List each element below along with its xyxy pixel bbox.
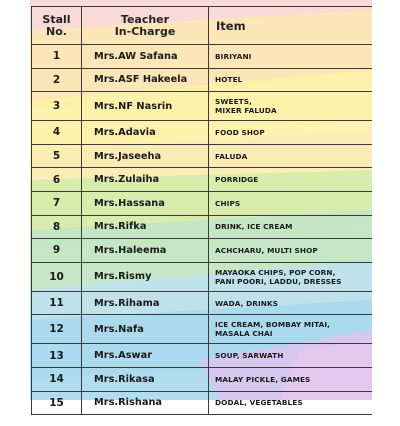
header-teacher-line: In-Charge (114, 24, 176, 38)
item-line: FOOD SHOP (215, 127, 265, 137)
stall-table-container (31, 6, 372, 426)
table-row (32, 92, 373, 121)
table-header-row (32, 7, 373, 45)
teacher-cell: Mrs.Haleema (82, 239, 209, 263)
item-cell (209, 239, 373, 263)
stall-number-cell: 12 (32, 315, 82, 344)
teacher-cell: Mrs.ASF Hakeela (82, 68, 209, 92)
item-cell (209, 45, 373, 69)
teacher-cell: Mrs.Rismy (82, 262, 209, 291)
table-row (32, 191, 373, 215)
teacher-cell: Mrs.Jaseeha (82, 144, 209, 168)
teacher-cell: Mrs.Rifka (82, 215, 209, 239)
item-cell (209, 68, 373, 92)
stall-number-cell: 6 (32, 168, 82, 192)
teacher-cell: Mrs.Aswar (82, 344, 209, 368)
item-cell (209, 92, 373, 121)
header-stall-no (32, 7, 82, 45)
table-row (32, 291, 373, 315)
stall-number-cell: 1 (32, 45, 82, 69)
item-line: ICE CREAM, BOMBAY MITAI, (215, 320, 331, 330)
table-row (32, 215, 373, 239)
header-stall-line: No. (46, 24, 67, 38)
item-line: DODAL, VEGETABLES (215, 398, 303, 408)
table-row (32, 68, 373, 92)
stall-number-cell: 4 (32, 121, 82, 145)
header-stall-line: Stall (42, 12, 71, 26)
item-cell (209, 315, 373, 344)
stall-number-cell: 7 (32, 191, 82, 215)
item-line: SOUP, SARWATH (215, 351, 284, 361)
item-line: MASALA CHAI (215, 329, 273, 339)
item-line: DRINK, ICE CREAM (215, 222, 293, 232)
item-cell (209, 391, 373, 415)
item-line: HOTEL (215, 75, 243, 85)
stall-number-cell: 2 (32, 68, 82, 92)
stall-number-cell: 5 (32, 144, 82, 168)
stall-number-cell: 13 (32, 344, 82, 368)
teacher-cell: Mrs.Rikasa (82, 367, 209, 391)
item-line: ACHCHARU, MULTI SHOP (215, 245, 318, 255)
item-cell (209, 121, 373, 145)
item-cell (209, 191, 373, 215)
table-row (32, 262, 373, 291)
table-row (32, 367, 373, 391)
item-line: MIXER FALUDA (215, 106, 277, 116)
stall-number-cell: 8 (32, 215, 82, 239)
teacher-cell: Mrs.NF Nasrin (82, 92, 209, 121)
table-row (32, 144, 373, 168)
item-line: PORRIDGE (215, 175, 259, 185)
item-line: CHIPS (215, 198, 241, 208)
item-line: SWEETS, (215, 97, 252, 107)
table-row (32, 121, 373, 145)
teacher-cell: Mrs.Nafa (82, 315, 209, 344)
table-row (32, 45, 373, 69)
teacher-cell: Mrs.Zulaiha (82, 168, 209, 192)
item-line: FALUDA (215, 151, 248, 161)
stall-number-cell: 3 (32, 92, 82, 121)
teacher-cell: Mrs.Adavia (82, 121, 209, 145)
item-line: MAYAOKA CHIPS, POP CORN, (215, 267, 336, 277)
header-teacher-line: Teacher (120, 12, 170, 26)
header-teacher (82, 7, 209, 45)
item-cell (209, 344, 373, 368)
stall-number-cell: 14 (32, 367, 82, 391)
teacher-cell: Mrs.AW Safana (82, 45, 209, 69)
teacher-cell: Mrs.Hassana (82, 191, 209, 215)
item-line: PANI POORI, LADDU, DRESSES (215, 276, 342, 286)
item-line: BIRIYANI (215, 51, 252, 61)
item-cell (209, 262, 373, 291)
item-cell (209, 168, 373, 192)
item-cell (209, 215, 373, 239)
table-row (32, 315, 373, 344)
item-cell (209, 144, 373, 168)
item-line: WADA, DRINKS (215, 298, 279, 308)
item-cell (209, 367, 373, 391)
header-item: Item (209, 7, 373, 45)
stall-number-cell: 10 (32, 262, 82, 291)
table-row (32, 344, 373, 368)
stall-table (31, 6, 372, 415)
stall-number-cell: 15 (32, 391, 82, 415)
item-line: MALAY PICKLE, GAMES (215, 374, 311, 384)
stall-number-cell: 9 (32, 239, 82, 263)
table-row (32, 239, 373, 263)
stall-number-cell: 11 (32, 291, 82, 315)
teacher-cell: Mrs.Rihama (82, 291, 209, 315)
table-row (32, 168, 373, 192)
table-row (32, 391, 373, 415)
item-cell (209, 291, 373, 315)
teacher-cell: Mrs.Rishana (82, 391, 209, 415)
